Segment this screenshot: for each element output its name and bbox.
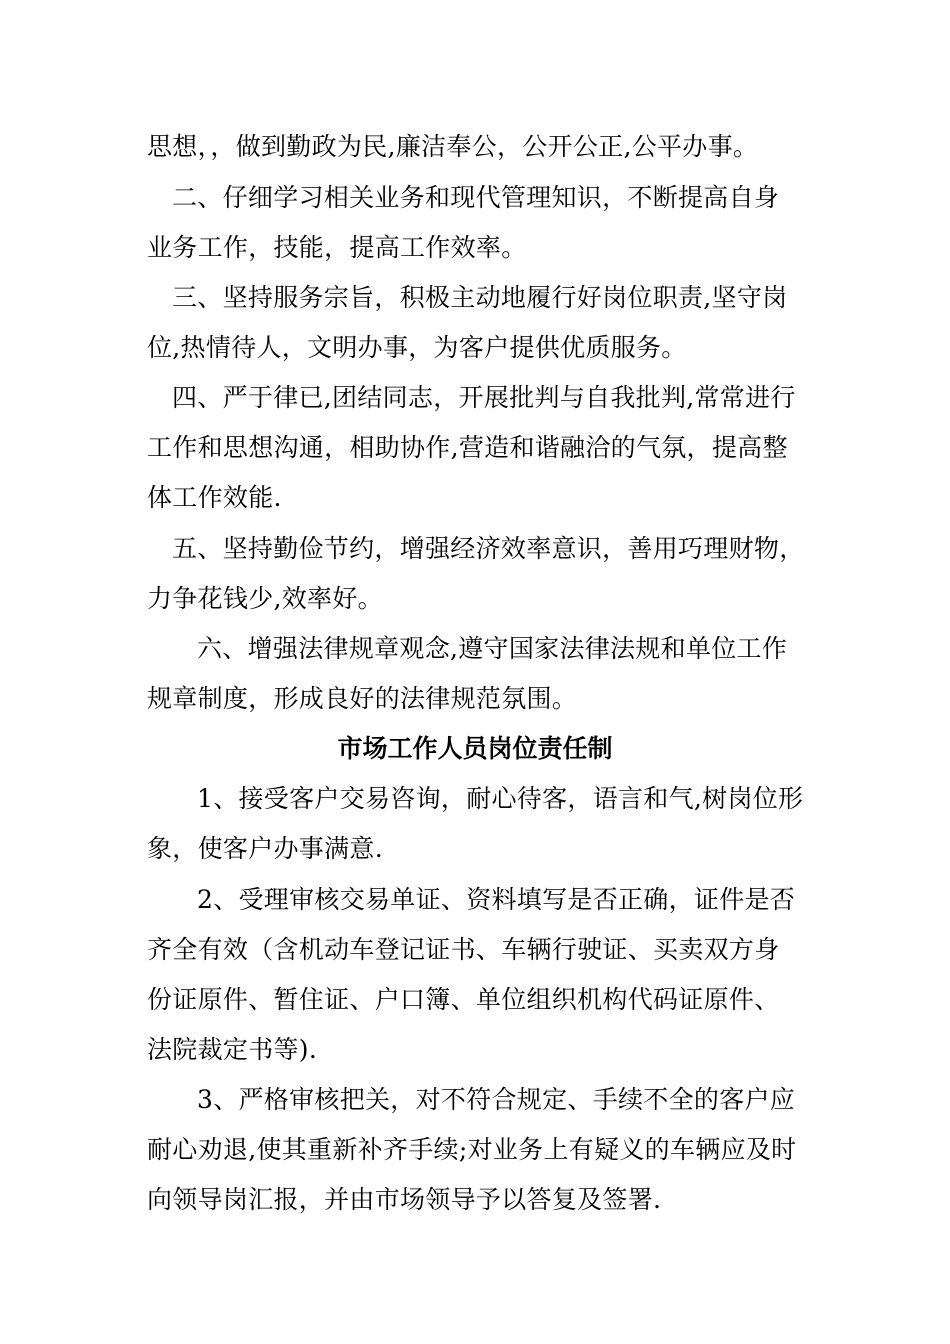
section-title: 市场工作人员岗位责任制 [337,734,613,763]
paragraph-line: 齐全有效（含机动车登记证书、车辆行驶证、买卖双方身 [147,935,780,964]
paragraph-line: 位,热情待人，文明办事，为客户提供优质服务。 [147,333,687,362]
paragraph-line: 业务工作，技能，提高工作效率。 [147,233,527,262]
paragraph-line: 五、坚持勤俭节约，增强经济效率意识，善用巧理财物， [172,534,805,563]
paragraph-line: 向领导岗汇报，并由市场领导予以答复及签署. [147,1185,662,1214]
paragraph-line: 象，使客户办事满意. [147,834,383,863]
paragraph-line: 二、仔细学习相关业务和现代管理知识，不断提高自身 [172,183,780,212]
paragraph-line: 耐心劝退,使其重新补齐手续;对业务上有疑义的车辆应及时 [147,1135,797,1164]
paragraph-line: 3、严格审核把关，对不符合规定、手续不全的客户应 [197,1085,796,1114]
paragraph-line: 体工作效能. [147,483,282,512]
paragraph-line: 力争花钱少,效率好。 [147,584,383,613]
paragraph-line: 法院裁定书等). [147,1035,318,1064]
paragraph-line: 六、增强法律规章观念,遵守国家法律法规和单位工作 [197,634,788,663]
paragraph-line: 工作和思想沟通，相助协作,营造和谐融洽的气氛，提高整 [147,433,788,462]
paragraph-line: 规章制度，形成良好的法律规范氛围。 [147,684,578,713]
paragraph-line: 份证原件、暂住证、户口簿、单位组织机构代码证原件、 [147,985,780,1014]
paragraph-line: 四、严于律已,团结同志，开展批判与自我批判,常常进行 [172,383,796,412]
paragraph-line: 1、接受客户交易咨询，耐心待客，语言和气,树岗位形 [197,784,804,813]
paragraph-line: 思想，，做到勤政为民,廉洁奉公，公开公正,公平办事。 [147,132,759,161]
paragraph-line: 三、坚持服务宗旨，积极主动地履行好岗位职责,坚守岗 [172,283,788,312]
paragraph-line: 2、受理审核交易单证、资料填写是否正确，证件是否 [197,885,796,914]
